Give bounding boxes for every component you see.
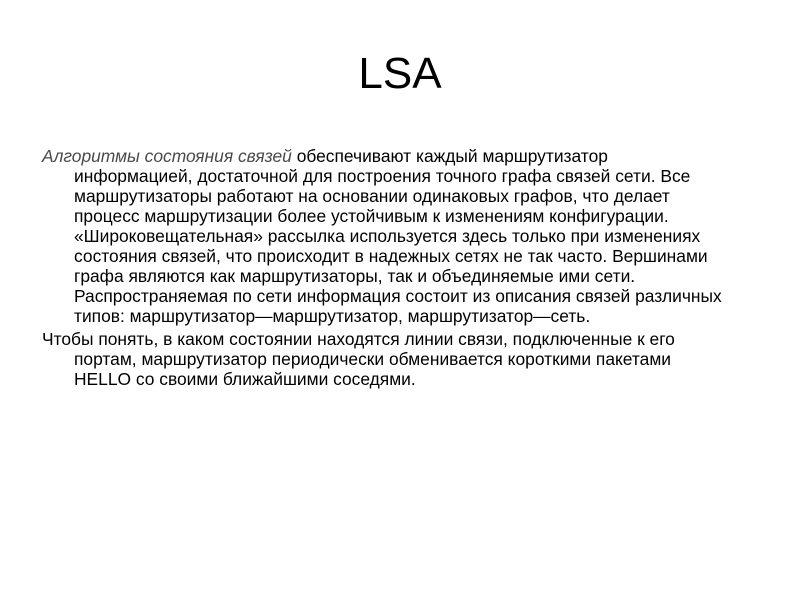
paragraph-text: Чтобы понять, в каком состоянии находятся линии связи, подключенные к его портам, маршрутизатор периодически обменивается короткими пакетами HELLO со своими ближайшими соседями. [42, 329, 675, 389]
emphasized-term: Алгоритмы состояния связей [42, 146, 292, 166]
paragraph-text: обеспечивают каждый маршрутизатор информацией, достаточной для построения точного графа связей сети. Все маршрутизаторы работают на основании одинаковых графов, что делает процесс маршрутизации более устойчивым к изменениям конфигурации. «Широковещательная» рассылка используется здесь только при изменениях состояния связей, что происходит в надежных сетях не так часто. Вершинами графа являются как маршрутизаторы, так и объединяемые ими сети. Распространяемая по сети информация состоит из описания связей различных типов: маршрутизатор—маршрутизатор, маршрутизатор—сеть. [74, 146, 722, 326]
slide-body [42, 146, 722, 392]
paragraph-link-state [42, 146, 722, 326]
slide-title: LSA [358, 49, 442, 98]
paragraph-hello [42, 329, 722, 389]
